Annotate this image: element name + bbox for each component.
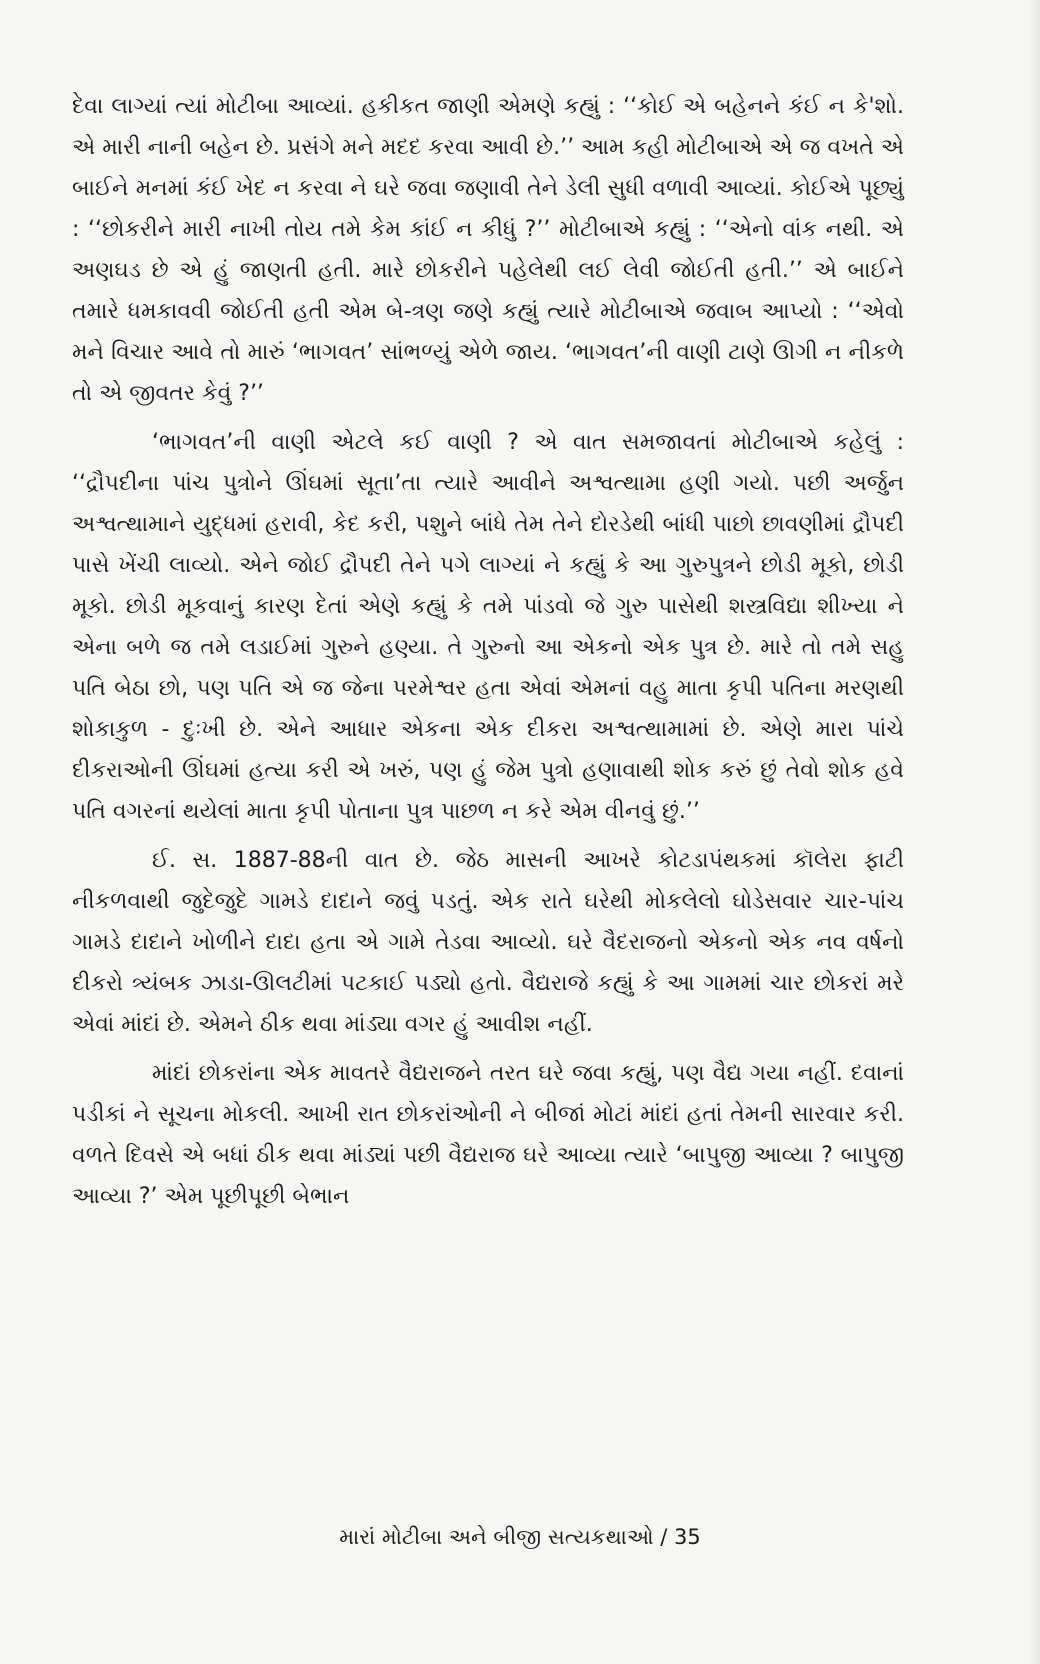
body-text (72, 86, 904, 1217)
paragraph-1: દેવા લાગ્યાં ત્યાં મોટીબા આવ્યાં. હકીકત જાણી એમણે કહ્યું : ‘‘કોઈ એ બહેનને કંઈ ન કે'શો. એ મારી નાની બહેન છે. પ્રસંગે મને મદદ કરવા આવી છે.’’ આમ કહી મોટીબાએ એ જ વખતે એ બાઈને મનમાં કંઈ ખેદ ન કરવા ને ઘરે જવા જણાવી તેને ડેલી સુધી વળાવી આવ્યાં. કોઈએ પૂછ્યું : ‘‘છોકરીને મારી નાખી તોય તમે કેમ કાંઈ ન કીધું ?’’ મોટીબાએ કહ્યું : ‘‘એનો વાંક નથી. એ અણઘડ છે એ હું જાણતી હતી. મારે છોકરીને પહેલેથી લઈ લેવી જોઈતી હતી.’’ એ બાઈને તમારે ધમકાવવી જોઈતી હતી એમ બે-ત્રણ જણે કહ્યું ત્યારે મોટીબાએ જવાબ આપ્યો : ‘‘એવો મને વિચાર આવે તો મારું ‘ભાગવત’ સાંભળ્યું એળે જાય. ‘ભાગવત’ની વાણી ટાણે ઊગી ન નીકળે તો એ જીવતર કેવું ?’’ (72, 94, 905, 406)
paragraph-2: ‘ભાગવત’ની વાણી એટલે કઈ વાણી ? એ વાત સમજાવતાં મોટીબાએ કહેલું : ‘‘દ્રૌપદીના પાંચ પુત્રોને ઊંઘમાં સૂતા’તા ત્યારે આવીને અશ્વત્થામા હણી ગયો. પછી અર્જુન અશ્વત્થામાને યુદ્ધમાં હરાવી, કેદ કરી, પશુને બાંધે તેમ તેને દોરડેથી બાંધી પાછો છાવણીમાં દ્રૌપદી પાસે ખેંચી લાવ્યો. એને જોઈ દ્રૌપદી તેને પગે લાગ્યાં ને કહ્યું કે આ ગુરુપુત્રને છોડી મૂકો, છોડી મૂકો. છોડી મૂકવાનું કારણ દેતાં એણે કહ્યું કે તમે પાંડવો જે ગુરુ પાસેથી શસ્ત્રવિદ્યા શીખ્યા ને એના બળે જ તમે લડાઈમાં ગુરુને હણ્યા. તે ગુરુનો આ એકનો એક પુત્ર છે. મારે તો તમે સહુ પતિ બેઠા છો, પણ પતિ એ જ જેના પરમેશ્વર હતા એવાં એમનાં વહુ માતા કૃપી પતિના મરણથી શોકાકુળ - દુઃખી છે. એને આધાર એકના એક દીકરા અશ્વત્થામામાં છે. એણે મારા પાંચે દીકરાઓની ઊંઘમાં હત્યા કરી એ ખરું, પણ હું જેમ પુત્રો હણાવાથી શોક કરું છું તેવો શોક હવે પતિ વગરનાં થયેલાં માતા કૃપી પોતાના પુત્ર પાછળ ન કરે એમ વીનવું છું.’’ (72, 430, 904, 824)
paragraph-3: ઈ. સ. 1887-88ની વાત છે. જેઠ માસની આખરે કોટડાપંથકમાં કૉલેરા ફાટી નીકળવાથી જુદેજુદે ગામડે દાદાને જવું પડતું. એક રાતે ઘરેથી મોકલેલો ઘોડેસવાર ચાર-પાંચ ગામડે દાદાને ખોળીને દાદા હતા એ ગામે તેડવા આવ્યો. ઘરે વૈદરાજનો એકનો એક નવ વર્ષનો દીકરો ત્ર્યંબક ઝાડા-ઊલટીમાં પટકાઈ પડ્યો હતો. વૈદ્યરાજે કહ્યું કે આ ગામમાં ચાર છોકરાં મરે એવાં માંદાં છે. એમને ઠીક થવા માંડ્યા વગર હું આવીશ નહીં. (72, 848, 904, 1037)
page-footer: મારાં મોટીબા અને બીજી સત્યકથાઓ / 35 (339, 1525, 701, 1549)
paragraph-4: માંદાં છોકરાંના એક માવતરે વૈદ્યરાજને તરત ઘરે જવા કહ્યું, પણ વૈદ્ય ગયા નહીં. દવાનાં પડીકાં ને સૂચના મોકલી. આખી રાત છોકરાંઓની ને બીજાં મોટાં માંદાં હતાં તેમની સારવાર કરી. વળતે દિવસે એ બધાં ઠીક થવા માંડ્યાં પછી વૈદ્યરાજ ઘરે આવ્યા ત્યારે ‘બાપુજી આવ્યા ? બાપુજી આવ્યા ?’ એમ પૂછીપૂછી બેભાન (72, 1061, 904, 1209)
